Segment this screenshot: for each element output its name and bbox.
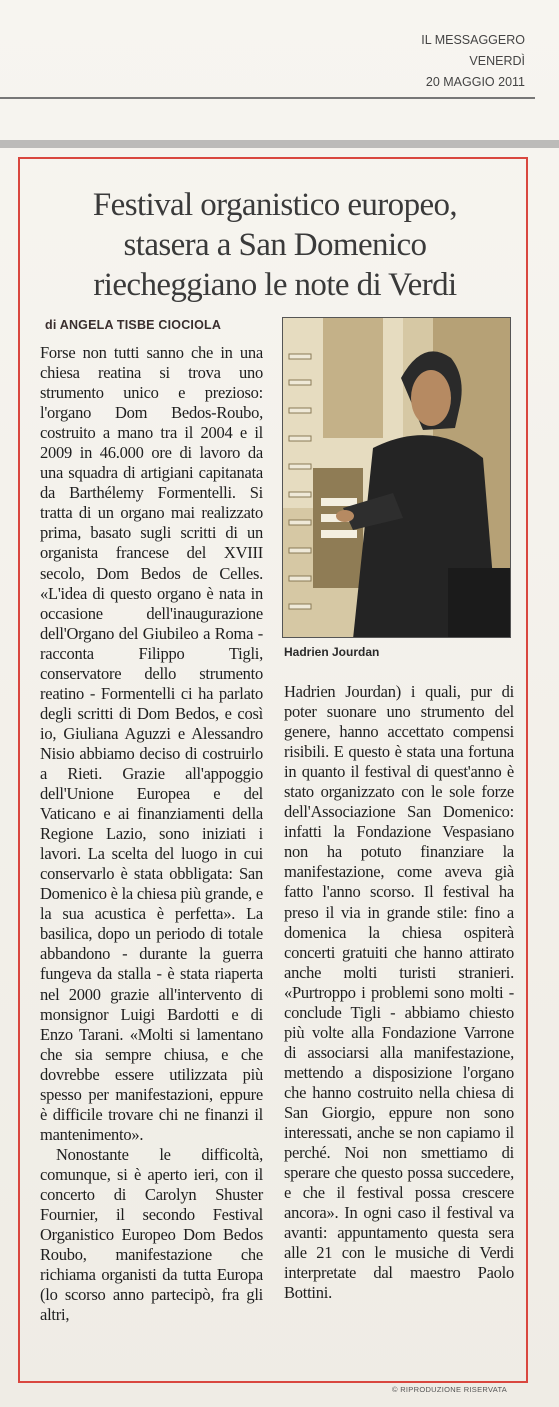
copyright-notice: © RIPRODUZIONE RISERVATA bbox=[392, 1385, 508, 1394]
article-column-right bbox=[284, 682, 514, 1303]
headline-line: riecheggiano le note di Verdi bbox=[93, 267, 457, 303]
paragraph: Hadrien Jourdan) i quali, pur di poter suonare uno strumento del genere, hanno accettato compensi risibili. E questo è stata una fortuna in quanto il festival di quest'anno è stato organizzato con le sole forze dell'Associazione San Domenico: infatti la Fondazione Vespasiano non ha potuto finanziare la manifestazione, come aveva già fatto l'anno scorso. Il festival ha preso il via in grande stile: fino a domenica la chiesa ospiterà concerti gratuiti che hanno attirato anche molti turisti stranieri. «Purtroppo i problemi sono molti - conclude Tigli - abbiamo chiesto più volte alla Fondazione Varrone di associarsi alla manifestazione, mettendo a disposizione l'organo che hanno costruito nella chiesa di San Giorgio, eppure non sono interessati, anche se non capiamo il perché. Noi non smettiamo di sperare che questo possa succedere, e che il festival possa crescere ancora». In ogni caso il festival va avanti: appuntamento questa sera alle 21 con le musiche di Verdi interpretate dal maestro Paolo Bottini. bbox=[284, 682, 514, 1303]
weekday: VENERDÌ bbox=[469, 54, 525, 68]
paragraph: Forse non tutti sanno che in una chiesa reatina si trova uno strumento unico e prezioso: l'organo Dom Bedos-Roubo, costruito a mano tra il 2004 e il 2009 in 46.000 ore di lavoro da una squadra di artigiani capitanata da Barthélemy Formentelli. Si tratta di un organo mai realizzato prima, basato sugli scritti di un organista francese del XVIII secolo, Dom Bedos de Celles. «L'idea di questo organo è nata in occasione dell'inaugurazione dell'Organo del Giubileo a Roma - racconta Filippo Tigli, conservatore dello strumento reatino - Formentelli ci ha parlato degli scritti di Dom Bedos, e così io, Giuliana Aguzzi e Alessandro Nisio abbiamo deciso di costruirlo a Rieti. Grazie all'appoggio dell'Unione Europea e del Vaticano e ai finanziamenti della Regione Lazio, sono iniziati i lavori. La scelta del luogo in cui conservarlo è stata obbligata: San Domenico è la chiesa più grande, e la sua acustica è perfetta». La basilica, dopo un periodo di totale abbandono - durante la guerra fungeva da stalla - è stata riaperta nel 2000 grazie all'intervento di monsignor Luigi Bardotti e di Enzo Tarani. «Molti si lamentano che sia sempre chiusa, e che dovrebbe essere utilizzata più spesso per manifestazioni, eppure è difficile trovare chi ne finanzi il mantenimento». bbox=[40, 343, 263, 1144]
header-rule bbox=[0, 97, 535, 99]
publication-date: 20 MAGGIO 2011 bbox=[425, 75, 525, 89]
organist-photo bbox=[282, 317, 511, 638]
headline-line: stasera a San Domenico bbox=[123, 227, 427, 263]
byline: di ANGELA TISBE CIOCIOLA bbox=[45, 318, 222, 332]
scan-shadow bbox=[0, 140, 559, 148]
article-column-left bbox=[40, 343, 263, 1325]
photo-illustration bbox=[283, 318, 511, 638]
headline-line: Festival organistico europeo, bbox=[92, 187, 458, 223]
paragraph: Nonostante le difficoltà, comunque, si è aperto ieri, con il concerto di Carolyn Shuster Fournier, il secondo Festival Organistico Europeo Dom Bedos Roubo, manifestazione che richiama organisti da tutta Europa (lo scorso anno partecipò, fra gli altri, bbox=[40, 1144, 263, 1325]
masthead bbox=[325, 30, 525, 93]
newspaper-name: IL MESSAGGERO bbox=[421, 33, 525, 47]
article-headline bbox=[30, 185, 520, 305]
photo-caption: Hadrien Jourdan bbox=[284, 645, 380, 659]
